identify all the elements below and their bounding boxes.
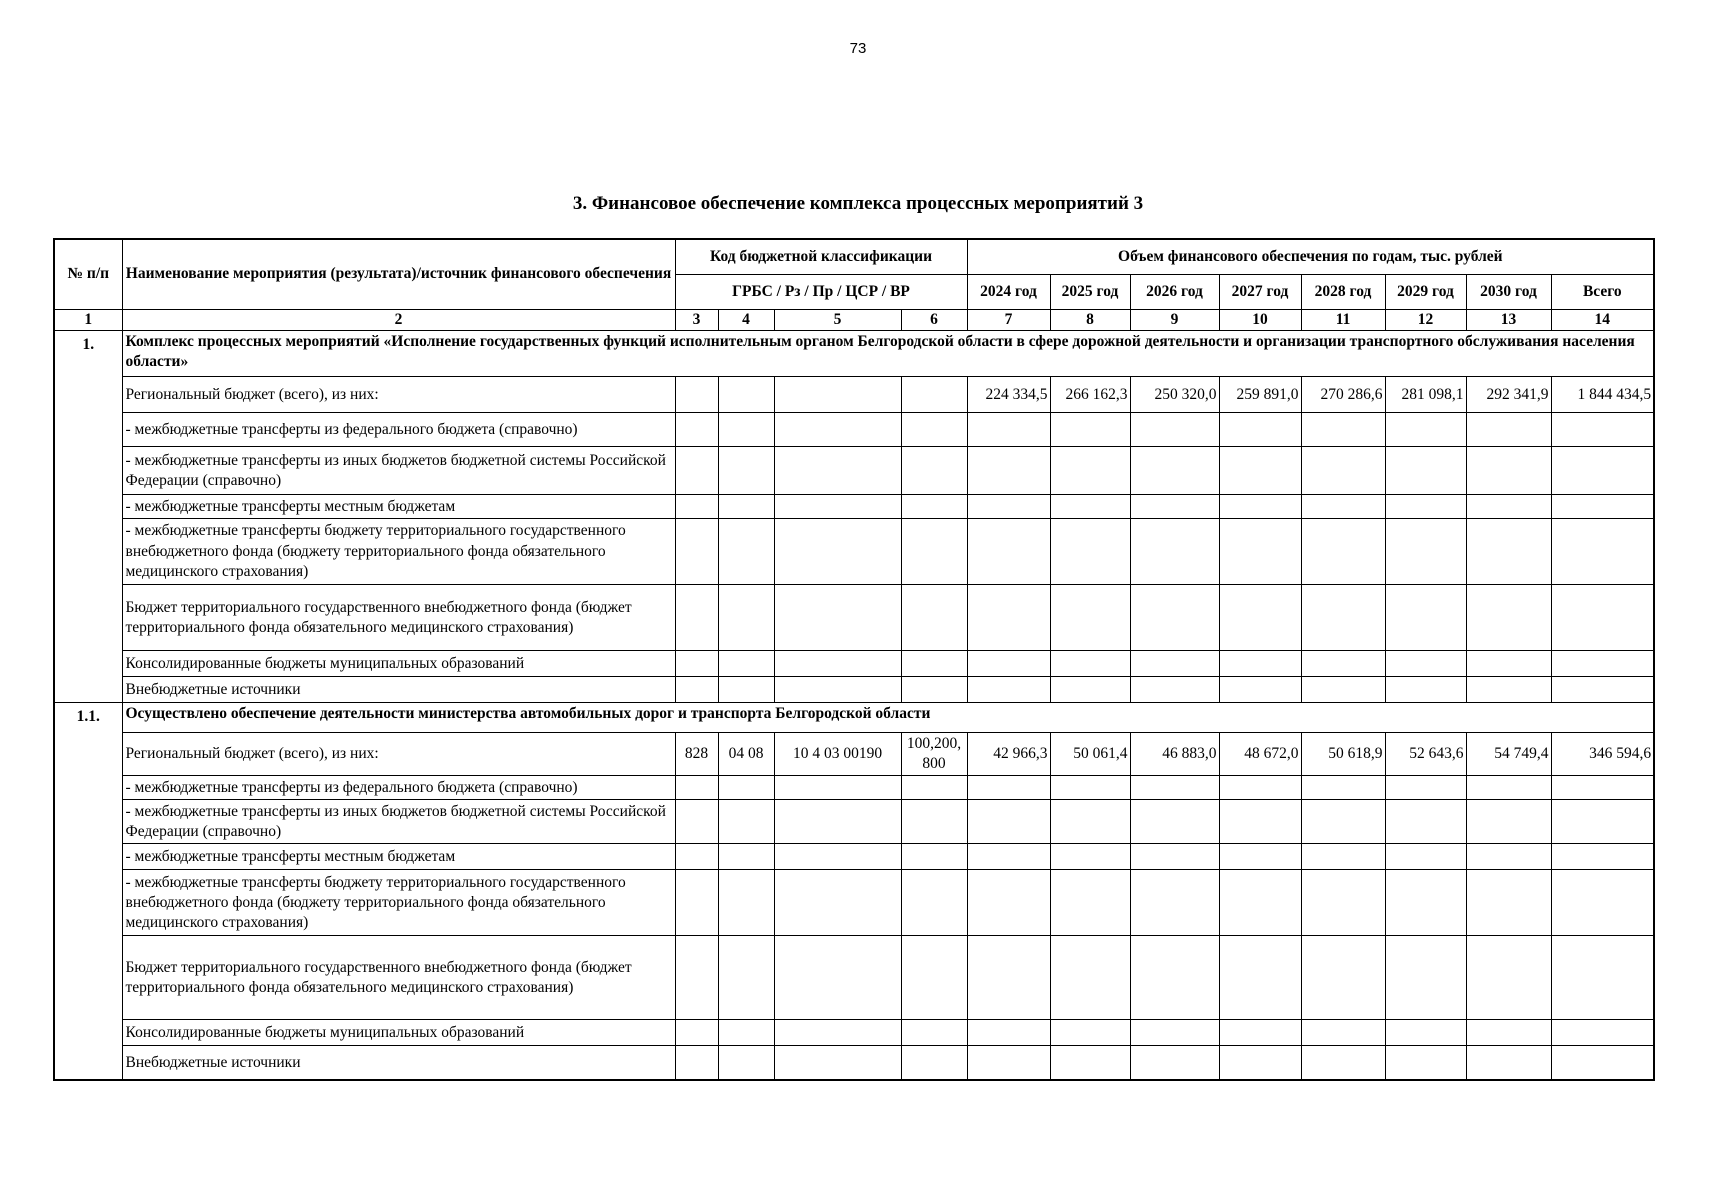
kbk-code-cell bbox=[675, 1046, 718, 1080]
year-value-cell: 46 883,0 bbox=[1130, 733, 1219, 776]
year-value-cell bbox=[1385, 1046, 1466, 1080]
kbk-code-cell bbox=[774, 495, 901, 519]
year-value-cell bbox=[1385, 651, 1466, 677]
kbk-code-cell bbox=[901, 651, 967, 677]
header-num: № п/п bbox=[54, 239, 122, 310]
year-value-cell bbox=[1301, 870, 1385, 936]
funding-source-label: Региональный бюджет (всего), из них: bbox=[122, 377, 675, 413]
kbk-code-cell bbox=[718, 800, 774, 844]
kbk-code-cell bbox=[718, 776, 774, 800]
kbk-code-cell bbox=[718, 844, 774, 870]
year-value-cell bbox=[967, 447, 1050, 495]
kbk-code-cell bbox=[901, 377, 967, 413]
year-value-cell bbox=[1050, 1046, 1130, 1080]
year-value-cell bbox=[1301, 447, 1385, 495]
funding-source-label: - межбюджетные трансферты местным бюджетам bbox=[122, 844, 675, 870]
funding-source-label: - межбюджетные трансферты бюджету территориального государственного внебюджетного фонда (бюджету территориального фонда обязательного медицинского страхования) bbox=[122, 519, 675, 585]
year-value-cell bbox=[1466, 800, 1551, 844]
year-value-cell bbox=[1385, 800, 1466, 844]
year-value-cell bbox=[1130, 495, 1219, 519]
funding-source-label: Консолидированные бюджеты муниципальных образований bbox=[122, 651, 675, 677]
section-title: Комплекс процессных мероприятий «Исполнение государственных функций исполнительным органом Белгородской области в сфере дорожной деятельности и организации транспортного обслуживания населения области» bbox=[122, 331, 1654, 377]
col-number: 5 bbox=[774, 310, 901, 331]
year-value-cell bbox=[1466, 870, 1551, 936]
total-value-cell bbox=[1551, 413, 1654, 447]
year-value-cell bbox=[1466, 495, 1551, 519]
header-year: 2028 год bbox=[1301, 275, 1385, 310]
col-number: 12 bbox=[1385, 310, 1466, 331]
year-value-cell bbox=[967, 495, 1050, 519]
table-row bbox=[54, 585, 1654, 651]
financing-table bbox=[53, 238, 1655, 1081]
year-value-cell bbox=[1130, 936, 1219, 1020]
section-title: Осуществлено обеспечение деятельности министерства автомобильных дорог и транспорта Белгородской области bbox=[122, 703, 1654, 733]
total-value-cell bbox=[1551, 1020, 1654, 1046]
kbk-code-cell bbox=[718, 1046, 774, 1080]
table-row bbox=[54, 651, 1654, 677]
kbk-code-cell bbox=[901, 800, 967, 844]
kbk-code-cell bbox=[675, 413, 718, 447]
year-value-cell bbox=[1385, 936, 1466, 1020]
year-value-cell bbox=[1050, 936, 1130, 1020]
year-value-cell bbox=[1301, 776, 1385, 800]
funding-source-label: Бюджет территориального государственного внебюджетного фонда (бюджет территориального фонда обязательного медицинского страхования) bbox=[122, 936, 675, 1020]
funding-source-label: Внебюджетные источники bbox=[122, 1046, 675, 1080]
kbk-code-cell bbox=[675, 936, 718, 1020]
year-value-cell bbox=[1301, 1020, 1385, 1046]
year-value-cell bbox=[1050, 800, 1130, 844]
kbk-code-cell bbox=[774, 936, 901, 1020]
year-value-cell bbox=[1385, 776, 1466, 800]
year-value-cell bbox=[1130, 776, 1219, 800]
year-value-cell bbox=[1130, 651, 1219, 677]
header-kbk: Код бюджетной классификации bbox=[675, 239, 967, 275]
kbk-code-cell bbox=[675, 870, 718, 936]
section-title-row bbox=[54, 703, 1654, 733]
year-value-cell bbox=[967, 519, 1050, 585]
year-value-cell bbox=[1301, 936, 1385, 1020]
year-value-cell bbox=[1219, 1020, 1301, 1046]
total-value-cell bbox=[1551, 1046, 1654, 1080]
year-value-cell: 266 162,3 bbox=[1050, 377, 1130, 413]
year-value-cell bbox=[1219, 413, 1301, 447]
year-value-cell bbox=[1466, 585, 1551, 651]
kbk-code-cell: 10 4 03 00190 bbox=[774, 733, 901, 776]
kbk-code-cell bbox=[675, 844, 718, 870]
year-value-cell bbox=[967, 1020, 1050, 1046]
year-value-cell bbox=[1385, 447, 1466, 495]
header-kbk-sub: ГРБС / Рз / Пр / ЦСР / ВР bbox=[675, 275, 967, 310]
funding-source-label: Внебюджетные источники bbox=[122, 677, 675, 703]
year-value-cell bbox=[1050, 519, 1130, 585]
kbk-code-cell bbox=[774, 413, 901, 447]
total-value-cell bbox=[1551, 447, 1654, 495]
col-number: 6 bbox=[901, 310, 967, 331]
year-value-cell bbox=[1050, 1020, 1130, 1046]
year-value-cell bbox=[1219, 519, 1301, 585]
year-value-cell bbox=[1385, 844, 1466, 870]
year-value-cell bbox=[967, 844, 1050, 870]
total-value-cell bbox=[1551, 495, 1654, 519]
year-value-cell: 270 286,6 bbox=[1301, 377, 1385, 413]
year-value-cell bbox=[967, 677, 1050, 703]
section-number: 1. bbox=[54, 331, 122, 703]
funding-source-label: - межбюджетные трансферты бюджету территориального государственного внебюджетного фонда (бюджету территориального фонда обязательного медицинского страхования) bbox=[122, 870, 675, 936]
section-title-row bbox=[54, 331, 1654, 377]
col-number: 13 bbox=[1466, 310, 1551, 331]
section-number: 1.1. bbox=[54, 703, 122, 1080]
year-value-cell bbox=[967, 870, 1050, 936]
year-value-cell: 281 098,1 bbox=[1385, 377, 1466, 413]
year-value-cell bbox=[1301, 519, 1385, 585]
document-title: 3. Финансовое обеспечение комплекса процессных мероприятий 3 bbox=[572, 193, 1144, 214]
kbk-code-cell bbox=[675, 1020, 718, 1046]
kbk-code-cell bbox=[774, 870, 901, 936]
col-number: 4 bbox=[718, 310, 774, 331]
year-value-cell bbox=[967, 585, 1050, 651]
year-value-cell bbox=[1130, 800, 1219, 844]
year-value-cell bbox=[1050, 844, 1130, 870]
kbk-code-cell bbox=[774, 677, 901, 703]
funding-source-label: Бюджет территориального государственного внебюджетного фонда (бюджет территориального фонда обязательного медицинского страхования) bbox=[122, 585, 675, 651]
year-value-cell bbox=[1130, 447, 1219, 495]
year-value-cell: 54 749,4 bbox=[1466, 733, 1551, 776]
year-value-cell bbox=[1301, 651, 1385, 677]
col-number: 8 bbox=[1050, 310, 1130, 331]
year-value-cell bbox=[1050, 651, 1130, 677]
table-row bbox=[54, 1046, 1654, 1080]
kbk-code-cell bbox=[774, 377, 901, 413]
year-value-cell bbox=[1219, 800, 1301, 844]
year-value-cell bbox=[1219, 936, 1301, 1020]
year-value-cell bbox=[1219, 651, 1301, 677]
kbk-code-cell bbox=[901, 585, 967, 651]
year-value-cell bbox=[1466, 413, 1551, 447]
year-value-cell: 50 061,4 bbox=[1050, 733, 1130, 776]
year-value-cell bbox=[1385, 677, 1466, 703]
table-body bbox=[54, 331, 1654, 1080]
kbk-code-cell bbox=[901, 936, 967, 1020]
header-total: Всего bbox=[1551, 275, 1654, 310]
year-value-cell: 50 618,9 bbox=[1301, 733, 1385, 776]
year-value-cell bbox=[967, 936, 1050, 1020]
year-value-cell bbox=[1301, 413, 1385, 447]
total-value-cell bbox=[1551, 677, 1654, 703]
header-year: 2027 год bbox=[1219, 275, 1301, 310]
year-value-cell bbox=[1385, 585, 1466, 651]
page-number: 73 bbox=[849, 40, 867, 57]
funding-source-label: - межбюджетные трансферты из иных бюджетов бюджетной системы Российской Федерации (справочно) bbox=[122, 800, 675, 844]
year-value-cell: 250 320,0 bbox=[1130, 377, 1219, 413]
kbk-code-cell bbox=[718, 585, 774, 651]
year-value-cell bbox=[1130, 1020, 1219, 1046]
kbk-code-cell bbox=[675, 447, 718, 495]
kbk-code-cell bbox=[774, 1046, 901, 1080]
col-number: 9 bbox=[1130, 310, 1219, 331]
year-value-cell bbox=[1130, 870, 1219, 936]
total-value-cell: 346 594,6 bbox=[1551, 733, 1654, 776]
table-row bbox=[54, 377, 1654, 413]
col-number: 2 bbox=[122, 310, 675, 331]
table-row bbox=[54, 413, 1654, 447]
year-value-cell bbox=[967, 651, 1050, 677]
table-row bbox=[54, 519, 1654, 585]
year-value-cell bbox=[1050, 585, 1130, 651]
year-value-cell bbox=[1301, 495, 1385, 519]
year-value-cell bbox=[1219, 844, 1301, 870]
kbk-code-cell bbox=[901, 413, 967, 447]
header-volume: Объем финансового обеспечения по годам, тыс. рублей bbox=[967, 239, 1654, 275]
year-value-cell: 48 672,0 bbox=[1219, 733, 1301, 776]
table-row bbox=[54, 733, 1654, 776]
kbk-code-cell bbox=[675, 651, 718, 677]
kbk-code-cell bbox=[675, 776, 718, 800]
year-value-cell bbox=[967, 413, 1050, 447]
year-value-cell bbox=[1219, 1046, 1301, 1080]
year-value-cell bbox=[1466, 844, 1551, 870]
table-row bbox=[54, 495, 1654, 519]
kbk-code-cell bbox=[901, 1020, 967, 1046]
year-value-cell bbox=[1301, 844, 1385, 870]
year-value-cell bbox=[1385, 495, 1466, 519]
kbk-code-cell bbox=[718, 936, 774, 1020]
kbk-code-cell bbox=[675, 585, 718, 651]
year-value-cell bbox=[1050, 413, 1130, 447]
year-value-cell: 292 341,9 bbox=[1466, 377, 1551, 413]
year-value-cell bbox=[1301, 800, 1385, 844]
year-value-cell bbox=[1466, 936, 1551, 1020]
year-value-cell bbox=[1050, 677, 1130, 703]
kbk-code-cell bbox=[675, 377, 718, 413]
kbk-code-cell bbox=[718, 677, 774, 703]
funding-source-label: - межбюджетные трансферты из иных бюджетов бюджетной системы Российской Федерации (справочно) bbox=[122, 447, 675, 495]
kbk-code-cell bbox=[718, 413, 774, 447]
year-value-cell bbox=[1466, 651, 1551, 677]
header-name: Наименование мероприятия (результата)/источник финансового обеспечения bbox=[122, 239, 675, 310]
year-value-cell bbox=[1385, 1020, 1466, 1046]
table-row bbox=[54, 677, 1654, 703]
kbk-code-cell bbox=[901, 495, 967, 519]
year-value-cell bbox=[1219, 447, 1301, 495]
table-row bbox=[54, 936, 1654, 1020]
kbk-code-cell bbox=[675, 495, 718, 519]
kbk-code-cell bbox=[774, 776, 901, 800]
total-value-cell bbox=[1551, 519, 1654, 585]
kbk-code-cell bbox=[774, 1020, 901, 1046]
kbk-code-cell bbox=[774, 447, 901, 495]
year-value-cell: 259 891,0 bbox=[1219, 377, 1301, 413]
header-year: 2024 год bbox=[967, 275, 1050, 310]
kbk-code-cell bbox=[901, 870, 967, 936]
kbk-code-cell bbox=[718, 495, 774, 519]
kbk-code-cell bbox=[718, 447, 774, 495]
col-number: 10 bbox=[1219, 310, 1301, 331]
year-value-cell bbox=[1466, 677, 1551, 703]
kbk-code-cell bbox=[901, 519, 967, 585]
year-value-cell bbox=[1130, 677, 1219, 703]
kbk-code-cell bbox=[774, 519, 901, 585]
year-value-cell bbox=[1219, 495, 1301, 519]
col-number: 14 bbox=[1551, 310, 1654, 331]
year-value-cell bbox=[1219, 776, 1301, 800]
funding-source-label: Консолидированные бюджеты муниципальных образований bbox=[122, 1020, 675, 1046]
kbk-code-cell: 100,200, 800 bbox=[901, 733, 967, 776]
funding-source-label: - межбюджетные трансферты из федерального бюджета (справочно) bbox=[122, 413, 675, 447]
year-value-cell bbox=[1385, 519, 1466, 585]
total-value-cell bbox=[1551, 870, 1654, 936]
kbk-code-cell bbox=[901, 776, 967, 800]
table-row bbox=[54, 776, 1654, 800]
funding-source-label: - межбюджетные трансферты местным бюджетам bbox=[122, 495, 675, 519]
table-row bbox=[54, 870, 1654, 936]
year-value-cell bbox=[1130, 585, 1219, 651]
year-value-cell bbox=[1050, 447, 1130, 495]
header-year: 2025 год bbox=[1050, 275, 1130, 310]
year-value-cell bbox=[1466, 447, 1551, 495]
kbk-code-cell bbox=[718, 651, 774, 677]
kbk-code-cell bbox=[774, 844, 901, 870]
kbk-code-cell bbox=[718, 377, 774, 413]
total-value-cell bbox=[1551, 844, 1654, 870]
year-value-cell bbox=[1050, 495, 1130, 519]
year-value-cell bbox=[1050, 870, 1130, 936]
kbk-code-cell bbox=[675, 800, 718, 844]
kbk-code-cell bbox=[901, 1046, 967, 1080]
year-value-cell bbox=[1130, 844, 1219, 870]
total-value-cell bbox=[1551, 776, 1654, 800]
year-value-cell bbox=[1385, 413, 1466, 447]
table-row bbox=[54, 447, 1654, 495]
table-row bbox=[54, 800, 1654, 844]
table-row bbox=[54, 844, 1654, 870]
year-value-cell: 224 334,5 bbox=[967, 377, 1050, 413]
header-year: 2026 год bbox=[1130, 275, 1219, 310]
year-value-cell: 52 643,6 bbox=[1385, 733, 1466, 776]
total-value-cell: 1 844 434,5 bbox=[1551, 377, 1654, 413]
year-value-cell bbox=[1130, 413, 1219, 447]
kbk-code-cell bbox=[718, 519, 774, 585]
year-value-cell bbox=[967, 776, 1050, 800]
kbk-code-cell bbox=[774, 585, 901, 651]
kbk-code-cell bbox=[675, 519, 718, 585]
kbk-code-cell bbox=[774, 651, 901, 677]
year-value-cell bbox=[1130, 1046, 1219, 1080]
funding-source-label: Региональный бюджет (всего), из них: bbox=[122, 733, 675, 776]
total-value-cell bbox=[1551, 585, 1654, 651]
year-value-cell bbox=[1466, 1020, 1551, 1046]
total-value-cell bbox=[1551, 651, 1654, 677]
year-value-cell bbox=[1385, 870, 1466, 936]
header-year: 2030 год bbox=[1466, 275, 1551, 310]
year-value-cell bbox=[1466, 1046, 1551, 1080]
total-value-cell bbox=[1551, 800, 1654, 844]
year-value-cell bbox=[1050, 776, 1130, 800]
year-value-cell bbox=[1466, 776, 1551, 800]
col-number: 11 bbox=[1301, 310, 1385, 331]
col-number: 7 bbox=[967, 310, 1050, 331]
year-value-cell bbox=[1219, 585, 1301, 651]
kbk-code-cell bbox=[901, 844, 967, 870]
year-value-cell bbox=[1301, 585, 1385, 651]
total-value-cell bbox=[1551, 936, 1654, 1020]
year-value-cell bbox=[1301, 677, 1385, 703]
kbk-code-cell: 828 bbox=[675, 733, 718, 776]
kbk-code-cell bbox=[675, 677, 718, 703]
year-value-cell bbox=[967, 800, 1050, 844]
year-value-cell bbox=[967, 1046, 1050, 1080]
kbk-code-cell bbox=[901, 677, 967, 703]
header-year: 2029 год bbox=[1385, 275, 1466, 310]
kbk-code-cell bbox=[774, 800, 901, 844]
year-value-cell bbox=[1219, 870, 1301, 936]
kbk-code-cell bbox=[901, 447, 967, 495]
year-value-cell bbox=[1301, 1046, 1385, 1080]
kbk-code-cell: 04 08 bbox=[718, 733, 774, 776]
year-value-cell bbox=[1466, 519, 1551, 585]
kbk-code-cell bbox=[718, 870, 774, 936]
col-number: 3 bbox=[675, 310, 718, 331]
year-value-cell bbox=[1130, 519, 1219, 585]
table-row bbox=[54, 1020, 1654, 1046]
col-number: 1 bbox=[54, 310, 122, 331]
year-value-cell: 42 966,3 bbox=[967, 733, 1050, 776]
kbk-code-cell bbox=[718, 1020, 774, 1046]
funding-source-label: - межбюджетные трансферты из федерального бюджета (справочно) bbox=[122, 776, 675, 800]
year-value-cell bbox=[1219, 677, 1301, 703]
